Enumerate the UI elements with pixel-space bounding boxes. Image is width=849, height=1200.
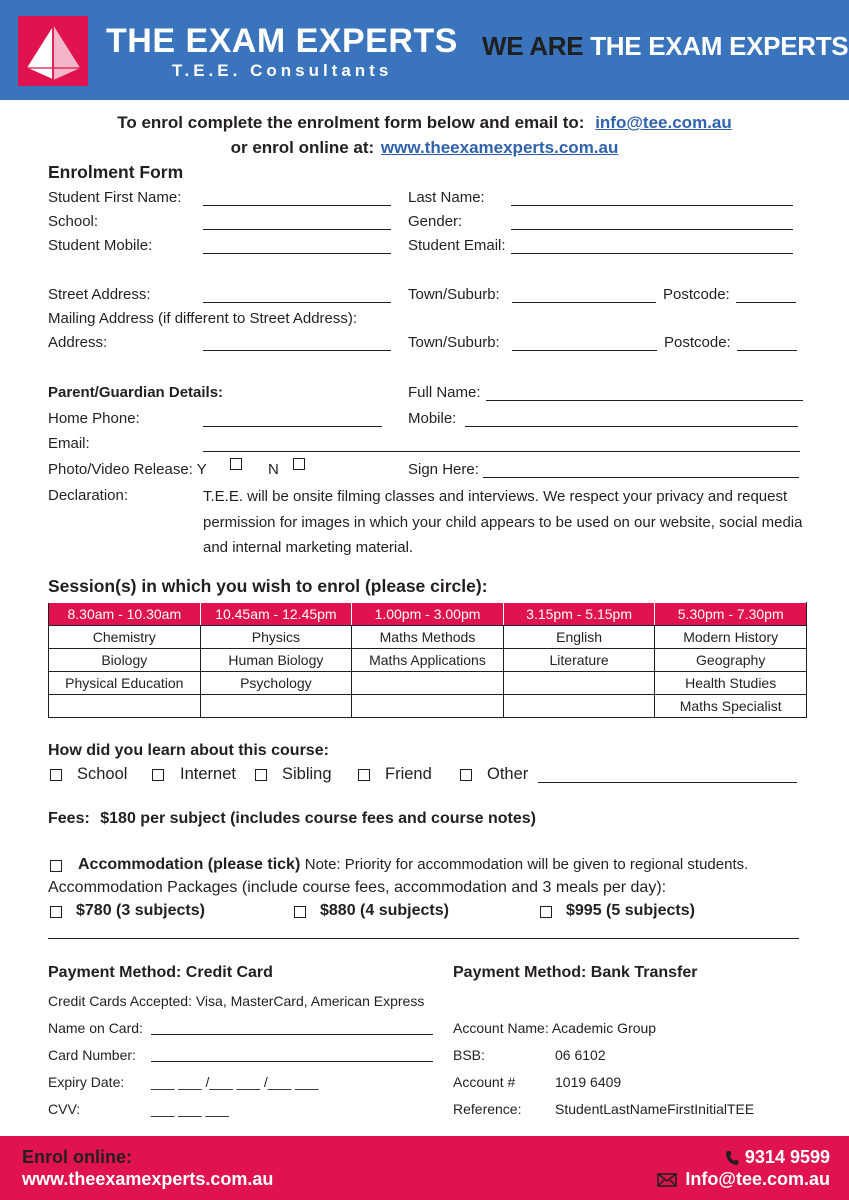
- footer-email: [657, 1169, 830, 1190]
- tagline-we: WE: [482, 31, 524, 61]
- gender-field[interactable]: [511, 229, 793, 230]
- footer-banner: [0, 1136, 849, 1200]
- table-row: [49, 649, 807, 672]
- accommodation-checkbox[interactable]: [50, 860, 62, 872]
- gender-label: Gender:: [408, 213, 463, 230]
- sessions-heading: Session(s) in which you wish to enrol (please circle):: [48, 576, 488, 596]
- last-name-field[interactable]: [511, 205, 793, 206]
- account-number-value: 1019 6409: [555, 1074, 622, 1090]
- learn-other-label: Other: [487, 765, 529, 783]
- card-number-field[interactable]: [151, 1061, 433, 1062]
- subject-cell[interactable]: Physical Education: [49, 672, 201, 695]
- parent-heading: Parent/Guardian Details:: [48, 384, 224, 401]
- student-mobile-field[interactable]: [203, 253, 391, 254]
- footer-email-link[interactable]: Info@tee.com.au: [685, 1169, 830, 1189]
- subject-cell[interactable]: Chemistry: [49, 626, 201, 649]
- photo-release-no-label: N: [268, 461, 279, 478]
- school-label: School:: [48, 213, 99, 230]
- declaration-label: Declaration:: [48, 487, 129, 504]
- mailing-town-label: Town/Suburb:: [408, 334, 500, 351]
- learn-sibling-checkbox[interactable]: [255, 769, 267, 781]
- learn-friend-checkbox[interactable]: [358, 769, 370, 781]
- mailing-address-note: Mailing Address (if different to Street Address):: [48, 310, 358, 327]
- name-on-card-field[interactable]: [151, 1034, 433, 1035]
- tagline-are: ARE: [529, 31, 584, 61]
- tagline-rest: THE EXAM EXPERTS: [590, 31, 849, 61]
- subject-cell[interactable]: Physics: [200, 626, 352, 649]
- tagline: [482, 31, 848, 62]
- subject-cell[interactable]: Maths Methods: [352, 626, 504, 649]
- name-on-card-label: Name on Card:: [48, 1020, 143, 1036]
- table-row: [49, 672, 807, 695]
- footer-phone: [725, 1147, 830, 1168]
- sessions-table: [48, 602, 807, 718]
- subject-cell[interactable]: Biology: [49, 649, 201, 672]
- mailing-town-field[interactable]: [512, 350, 657, 351]
- subject-cell[interactable]: Psychology: [200, 672, 352, 695]
- learn-internet-checkbox[interactable]: [152, 769, 164, 781]
- learn-sibling-label: Sibling: [282, 765, 332, 783]
- session-time-header: 1.00pm - 3.00pm: [352, 603, 504, 626]
- photo-release-no-checkbox[interactable]: [293, 458, 305, 470]
- student-email-field[interactable]: [511, 253, 793, 254]
- home-phone-field[interactable]: [203, 426, 382, 427]
- town-suburb-label: Town/Suburb:: [408, 286, 500, 303]
- learn-friend-label: Friend: [385, 765, 432, 783]
- parent-full-name-field[interactable]: [486, 400, 803, 401]
- fees-label: Fees:: [48, 810, 90, 827]
- intro-online-text: or enrol online at:: [230, 138, 375, 157]
- parent-mobile-label: Mobile:: [408, 410, 457, 427]
- bsb-value: 06 6102: [555, 1047, 606, 1063]
- subject-cell: [352, 672, 504, 695]
- subject-cell[interactable]: Geography: [655, 649, 807, 672]
- learn-school-label: School: [77, 765, 128, 783]
- header-banner: [0, 0, 849, 100]
- accommodation-packages-text: Accommodation Packages (include course fees, accommodation and 3 meals per day):: [48, 879, 667, 896]
- mailing-address-field[interactable]: [203, 350, 391, 351]
- signature-field[interactable]: [483, 477, 799, 478]
- sign-here-label: Sign Here:: [408, 461, 479, 478]
- footer-phone-number[interactable]: 9314 9599: [744, 1147, 830, 1167]
- subject-cell[interactable]: Human Biology: [200, 649, 352, 672]
- subject-cell[interactable]: Modern History: [655, 626, 807, 649]
- session-time-header: 10.45am - 12.45pm: [200, 603, 352, 626]
- parent-email-label: Email:: [48, 435, 90, 452]
- learn-other-field[interactable]: [538, 782, 797, 783]
- package-4-label: $880 (4 subjects): [320, 902, 449, 919]
- school-field[interactable]: [203, 229, 391, 230]
- street-address-field[interactable]: [203, 302, 391, 303]
- first-name-field[interactable]: [203, 205, 391, 206]
- parent-mobile-field[interactable]: [465, 426, 798, 427]
- subject-cell: [503, 695, 655, 718]
- brand-subtitle: T.E.E. Consultants: [172, 61, 393, 80]
- table-row: [49, 695, 807, 718]
- photo-release-label: Photo/Video Release: Y: [48, 461, 207, 478]
- subject-cell[interactable]: Maths Applications: [352, 649, 504, 672]
- town-suburb-field[interactable]: [512, 302, 656, 303]
- brand-title: THE EXAM EXPERTS: [106, 22, 458, 60]
- website-link[interactable]: www.theexamexperts.com.au: [380, 138, 619, 157]
- fees-line: [48, 810, 536, 828]
- intro-line-1: [0, 113, 849, 133]
- session-time-header: 5.30pm - 7.30pm: [655, 603, 807, 626]
- payment-card-heading: Payment Method: Credit Card: [48, 964, 273, 981]
- accommodation-note: Note: Priority for accommodation will be given to regional students.: [304, 856, 749, 873]
- street-address-label: Street Address:: [48, 286, 151, 303]
- parent-email-field[interactable]: [203, 451, 800, 452]
- subject-cell[interactable]: Literature: [503, 649, 655, 672]
- package-5-checkbox[interactable]: [540, 906, 552, 918]
- accommodation-line: [78, 856, 748, 874]
- learn-school-checkbox[interactable]: [50, 769, 62, 781]
- subject-cell: [503, 672, 655, 695]
- expiry-date-label: Expiry Date:: [48, 1074, 125, 1090]
- intro-line-2: [0, 138, 849, 158]
- subject-cell[interactable]: Health Studies: [655, 672, 807, 695]
- subject-cell: [200, 695, 352, 718]
- envelope-icon: [657, 1173, 677, 1187]
- learn-other-checkbox[interactable]: [460, 769, 472, 781]
- postcode-field[interactable]: [736, 302, 796, 303]
- learn-heading: How did you learn about this course:: [48, 742, 329, 759]
- reference-label: Reference:: [453, 1101, 522, 1117]
- package-3-checkbox[interactable]: [50, 906, 62, 918]
- home-phone-label: Home Phone:: [48, 410, 140, 427]
- student-mobile-label: Student Mobile:: [48, 237, 153, 254]
- last-name-label: Last Name:: [408, 189, 485, 206]
- parent-full-name-label: Full Name:: [408, 384, 481, 401]
- footer-website-link[interactable]: www.theexamexperts.com.au: [22, 1169, 274, 1189]
- table-row: [49, 626, 807, 649]
- student-email-label: Student Email:: [408, 237, 506, 254]
- subject-cell[interactable]: English: [503, 626, 655, 649]
- cards-accepted-text: Credit Cards Accepted: Visa, MasterCard, American Express: [48, 993, 425, 1009]
- reference-value: StudentLastNameFirstInitialTEE: [555, 1101, 755, 1117]
- package-5-label: $995 (5 subjects): [566, 902, 695, 919]
- expiry-date-field[interactable]: ___ ___ /___ ___ /___ ___: [151, 1074, 319, 1090]
- postcode-label: Postcode:: [663, 286, 730, 303]
- fees-text: $180 per subject (includes course fees and course notes): [100, 810, 536, 827]
- subject-cell[interactable]: Maths Specialist: [655, 695, 807, 718]
- footer-enrol-label: Enrol online:: [22, 1147, 132, 1167]
- intro-email-text: To enrol complete the enrolment form below and email to:: [117, 113, 585, 132]
- subject-cell: [352, 695, 504, 718]
- photo-release-yes-checkbox[interactable]: [230, 458, 242, 470]
- sessions-header-row: [49, 603, 807, 626]
- bsb-label: BSB:: [453, 1047, 485, 1063]
- package-3-label: $780 (3 subjects): [76, 902, 205, 919]
- account-name-text: Account Name: Academic Group: [453, 1020, 657, 1036]
- first-name-label: Student First Name:: [48, 189, 182, 206]
- section-divider: [48, 938, 799, 939]
- mailing-postcode-field[interactable]: [737, 350, 797, 351]
- phone-icon: [725, 1150, 739, 1166]
- cvv-label: CVV:: [48, 1101, 81, 1117]
- accommodation-label: Accommodation (please tick): [78, 856, 301, 873]
- subject-cell: [49, 695, 201, 718]
- enrolment-form-heading: Enrolment Form: [48, 162, 184, 182]
- mailing-postcode-label: Postcode:: [664, 334, 731, 351]
- package-4-checkbox[interactable]: [294, 906, 306, 918]
- payment-bank-heading: Payment Method: Bank Transfer: [453, 964, 698, 981]
- declaration-text: T.E.E. will be onsite filming classes and interviews. We respect your privacy and request permission for images in which your child appears to be used on our website, social media and internal marketing material.: [203, 488, 803, 556]
- session-time-header: 8.30am - 10.30am: [49, 603, 201, 626]
- pyramid-logo-icon: [18, 16, 88, 86]
- session-time-header: 3.15pm - 5.15pm: [503, 603, 655, 626]
- card-number-label: Card Number:: [48, 1047, 136, 1063]
- mailing-address-label: Address:: [48, 334, 108, 351]
- account-number-label: Account #: [453, 1074, 516, 1090]
- cvv-field[interactable]: ___ ___ ___: [151, 1101, 229, 1117]
- learn-internet-label: Internet: [180, 765, 236, 783]
- email-link[interactable]: info@tee.com.au: [595, 113, 732, 132]
